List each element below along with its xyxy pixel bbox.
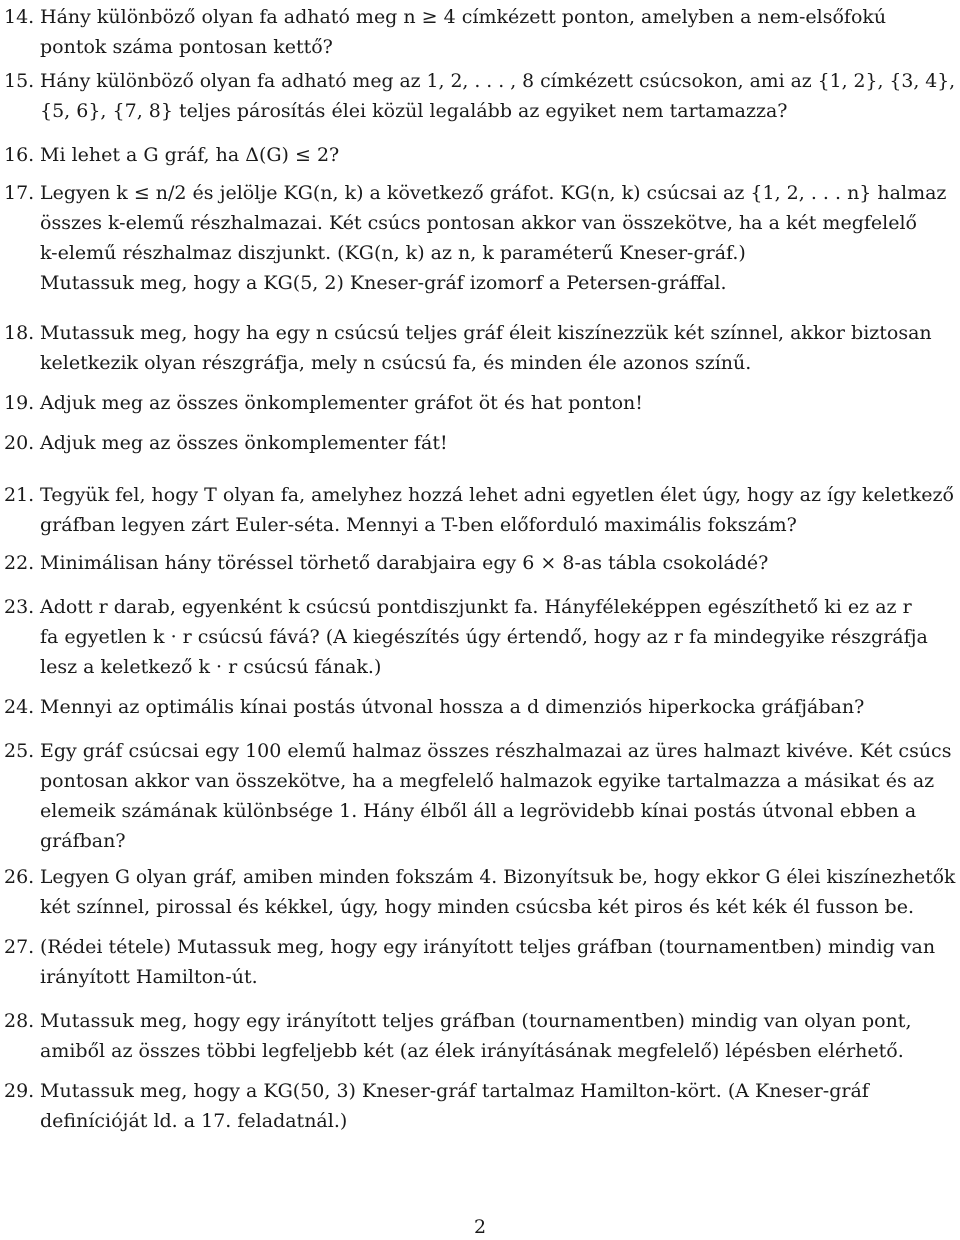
problem-text-line: pontok száma pontosan kettő? [40,36,333,58]
problem-text-line: Egy gráf csúcsai egy 100 elemű halmaz összes részhalmazai az üres halmazt kivéve. Két csúcs [40,740,952,762]
problem-text-line: Adott r darab, egyenként k csúcsú pontdiszjunkt fa. Hányféleképpen egészíthető ki ez az r [40,596,912,618]
problem-text-line: Mutassuk meg, hogy egy irányított teljes gráfban (tournamentben) mindig van olyan pont, [40,1010,912,1032]
problem-text-line: Legyen G olyan gráf, amiben minden fokszám 4. Bizonyítsuk be, hogy ekkor G élei kiszínezhetők [40,866,956,888]
problem-text-line: gráfban? [40,830,126,852]
problem-number: 23. [4,596,35,618]
problem-text-line: {5, 6}, {7, 8} teljes párosítás élei közül legalább az egyiket nem tartamazza? [40,100,788,122]
problem-text-line: Adjuk meg az összes önkomplementer fát! [40,432,448,454]
problem-number: 26. [4,866,35,888]
problem-number: 29. [4,1080,35,1102]
problem-number: 19. [4,392,35,414]
page-number: 2 [473,1216,487,1238]
problem-text-line: Mennyi az optimális kínai postás útvonal hossza a d dimenziós hiperkocka gráfjában? [40,696,865,718]
problem-text-line: összes k-elemű részhalmazai. Két csúcs pontosan akkor van összekötve, ha a két megfelelő [40,212,917,234]
problem-text-line: Mutassuk meg, hogy a KG(50, 3) Kneser-gráf tartalmaz Hamilton-kört. (A Kneser-gráf [40,1080,869,1102]
problem-text-line: Hány különböző olyan fa adható meg n ≥ 4 címkézett ponton, amelyben a nem-elsőfokú [40,6,887,28]
problem-number: 20. [4,432,35,454]
problem-number: 27. [4,936,35,958]
problem-text-line: k-elemű részhalmaz diszjunkt. (KG(n, k) az n, k paraméterű Kneser-gráf.) [40,242,746,264]
problem-number: 16. [4,144,35,166]
problem-text-line: Legyen k ≤ n/2 és jelölje KG(n, k) a következő gráfot. KG(n, k) csúcsai az {1, 2, . . . n} halmaz [40,182,947,204]
problem-number: 17. [4,182,35,204]
problem-text-line: (Rédei tétele) Mutassuk meg, hogy egy irányított teljes gráfban (tournamentben) mindig van [40,936,936,958]
problem-text-line: fa egyetlen k · r csúcsú fává? (A kiegészítés úgy értendő, hogy az r fa mindegyike részgráfja [40,626,928,648]
problem-number: 28. [4,1010,35,1032]
problem-text-line: Tegyük fel, hogy T olyan fa, amelyhez hozzá lehet adni egyetlen élet úgy, hogy az így keletkező [40,484,954,506]
problem-text-line: definícióját ld. a 17. feladatnál.) [40,1110,348,1132]
problem-text-line: Mutassuk meg, hogy a KG(5, 2) Kneser-gráf izomorf a Petersen-gráffal. [40,272,727,294]
problem-text-line: lesz a keletkező k · r csúcsú fának.) [40,656,382,678]
problem-text-line: Adjuk meg az összes önkomplementer gráfot öt és hat ponton! [40,392,643,414]
problem-number: 24. [4,696,35,718]
problem-text-line: Minimálisan hány töréssel törhető darabjaira egy 6 × 8-as tábla csokoládé? [40,552,769,574]
problem-text-line: Mi lehet a G gráf, ha Δ(G) ≤ 2? [40,144,340,166]
problem-text-line: két színnel, pirossal és kékkel, úgy, hogy minden csúcsba két piros és két kék él fusson be. [40,896,914,918]
problem-text-line: irányított Hamilton-út. [40,966,258,988]
problem-text-line: Hány különböző olyan fa adható meg az 1, 2, . . . , 8 címkézett csúcsokon, ami az {1, 2}, {3, 4}, [40,70,956,92]
problem-text-line: pontosan akkor van összekötve, ha a megfelelő halmazok egyike tartalmazza a másikat és az [40,770,935,792]
problem-text-line: Mutassuk meg, hogy ha egy n csúcsú teljes gráf éleit kiszínezzük két színnel, akkor biztosan [40,322,932,344]
problem-number: 21. [4,484,35,506]
problem-number: 15. [4,70,35,92]
problem-text-line: amiből az összes többi legfeljebb két (az élek irányításának megfelelő) lépésben elérhető. [40,1040,904,1062]
problem-text-line: keletkezik olyan részgráfja, mely n csúcsú fa, és minden éle azonos színű. [40,352,752,374]
problem-number: 18. [4,322,35,344]
problem-text-line: gráfban legyen zárt Euler-séta. Mennyi a T-ben előforduló maximális fokszám? [40,514,797,536]
problem-number: 14. [4,6,35,28]
problem-number: 25. [4,740,35,762]
problem-text-line: elemeik számának különbsége 1. Hány élből áll a legrövidebb kínai postás útvonal ebben a [40,800,917,822]
problem-number: 22. [4,552,35,574]
